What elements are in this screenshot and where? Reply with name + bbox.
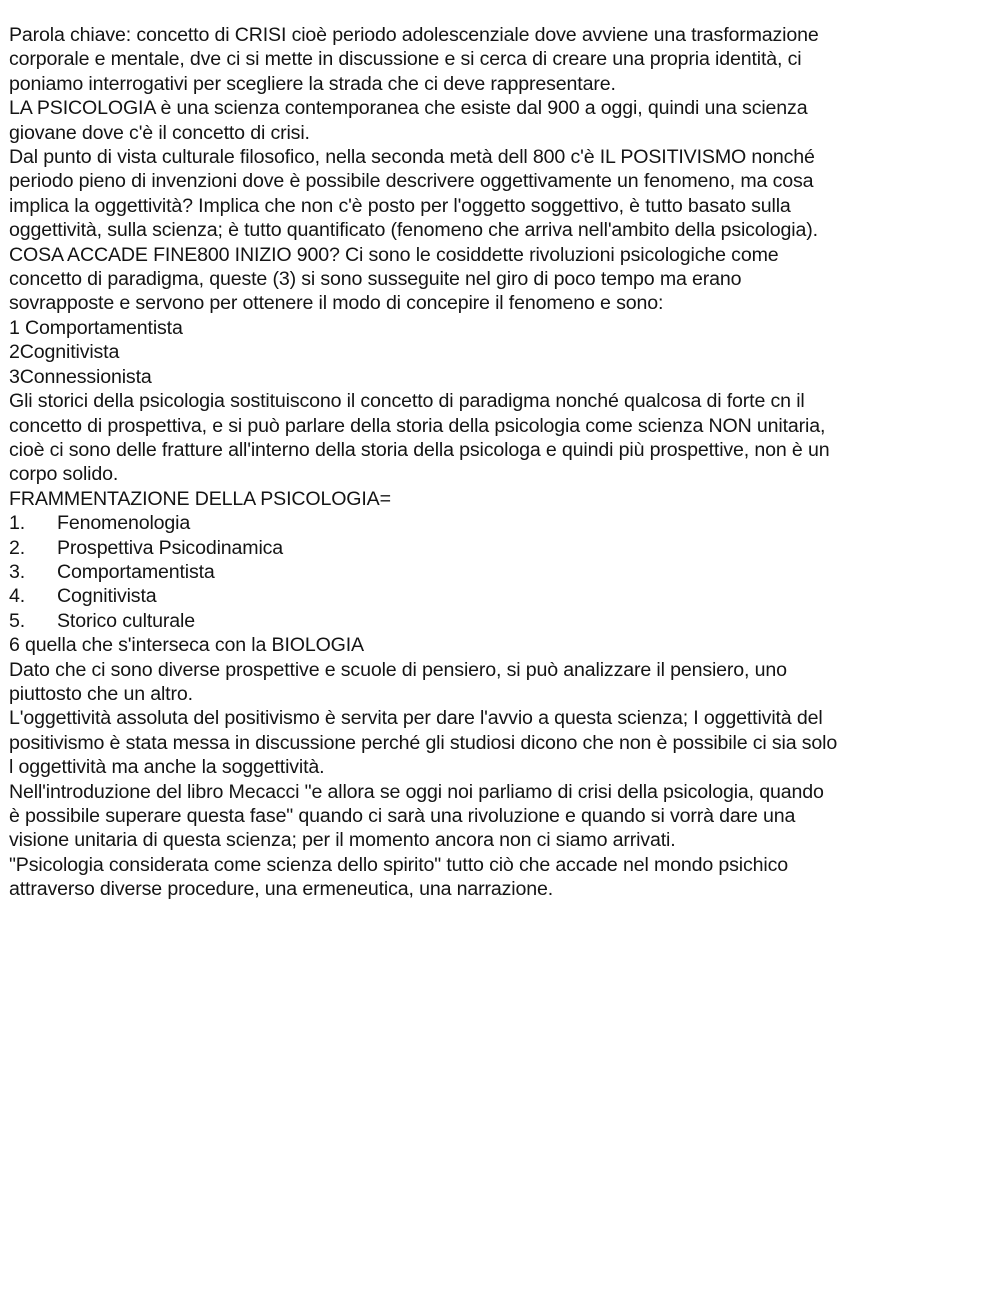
list-item: [9, 536, 994, 560]
list-item: [9, 560, 994, 584]
text-line: positivismo è stata messa in discussione perché gli studiosi dicono che non è possibile ci sia solo: [9, 731, 838, 754]
text-line: cioè ci sono delle fratture all'interno della storia della psicologa e quindi più prospettive, non è un: [9, 438, 830, 461]
text-line: visione unitaria di questa scienza; per il momento ancora non ci siamo arrivati.: [9, 829, 676, 852]
text-line: 1 Comportamentista: [9, 316, 183, 339]
text-line: è possibile superare questa fase" quando ci sarà una rivoluzione e quando si vorrà dare una: [9, 805, 796, 827]
document-body: [9, 23, 994, 902]
text-line: corpo solido.: [9, 463, 119, 486]
list-item-label: Fenomenologia: [57, 512, 191, 535]
text-line: Dal punto di vista culturale filosofico, nella seconda metà dell 800 c'è IL POSITIVISMO nonché: [9, 146, 815, 169]
list-item: [9, 584, 994, 608]
text-line: LA PSICOLOGIA è una scienza contemporanea che esiste dal 900 a oggi, quindi una scienza: [9, 97, 808, 120]
list-item-number: 5.: [9, 609, 26, 632]
list-item-label: Prospettiva Psicodinamica: [57, 536, 284, 559]
text-line: Parola chiave: concetto di CRISI cioè periodo adolescenziale dove avviene una trasformazione: [9, 24, 819, 46]
text-line: concetto di prospettiva, e si può parlare della storia della psicologia come scienza NON unitaria,: [9, 414, 826, 437]
text-line: 6 quella che s'interseca con la BIOLOGIA: [9, 634, 364, 657]
text-line: poniamo interrogativi per scegliere la strada che ci deve rappresentare.: [9, 72, 616, 95]
text-line: sovrapposte e servono per ottenere il modo di concepire il fenomeno e sono:: [9, 292, 664, 315]
text-line: attraverso diverse procedure, una ermeneutica, una narrazione.: [9, 878, 553, 901]
text-line: periodo pieno di invenzioni dove è possibile descrivere oggettivamente un fenomeno, ma cosa: [9, 170, 814, 193]
text-line: Dato che ci sono diverse prospettive e scuole di pensiero, si può analizzare il pensiero, uno: [9, 658, 787, 681]
list-item-number: 4.: [9, 585, 26, 608]
text-line: corporale e mentale, dve ci si mette in discussione e si cerca di creare una propria identità, ci: [9, 48, 802, 71]
closing-paragraphs: [9, 633, 994, 901]
text-line: FRAMMENTAZIONE DELLA PSICOLOGIA=: [9, 487, 391, 510]
text-line: l oggettività ma anche la soggettività.: [9, 756, 325, 779]
text-line: 3Connessionista: [9, 365, 152, 388]
text-line: "Psicologia considerata come scienza dello spirito" tutto ciò che accade nel mondo psichico: [9, 853, 788, 876]
list-item: [9, 609, 994, 633]
list-item-label: Storico culturale: [57, 609, 195, 632]
text-line: implica la oggettività? Implica che non c'è posto per l'oggetto soggettivo, è tutto basato sulla: [9, 194, 791, 217]
text-line: 2Cognitivista: [9, 341, 120, 364]
text-line: Nell'introduzione del libro Mecacci "e allora se oggi noi parliamo di crisi della psicologia, quando: [9, 780, 824, 803]
list-item-number: 1.: [9, 512, 26, 535]
text-line: Gli storici della psicologia sostituiscono il concetto di paradigma nonché qualcosa di forte cn il: [9, 390, 805, 413]
text-line: oggettività, sulla scienza; è tutto quantificato (fenomeno che arriva nell'ambito della psicologia).: [9, 219, 818, 242]
list-item-label: Cognitivista: [57, 585, 157, 608]
list-item-label: Comportamentista: [57, 560, 215, 583]
text-line: COSA ACCADE FINE800 INIZIO 900? Ci sono le cosiddette rivoluzioni psicologiche come: [9, 243, 779, 266]
list-item-number: 2.: [9, 536, 26, 559]
text-line: concetto di paradigma, queste (3) si sono susseguite nel giro di poco tempo ma erano: [9, 268, 742, 291]
text-line: giovane dove c'è il concetto di crisi.: [9, 121, 310, 144]
list-item: [9, 511, 994, 535]
numbered-list: [9, 511, 994, 633]
text-line: piuttosto che un altro.: [9, 682, 193, 705]
list-item-number: 3.: [9, 560, 26, 583]
text-line: L'oggettività assoluta del positivismo è servita per dare l'avvio a questa scienza; I oggettività del: [9, 707, 823, 730]
intro-paragraphs: [9, 23, 994, 511]
